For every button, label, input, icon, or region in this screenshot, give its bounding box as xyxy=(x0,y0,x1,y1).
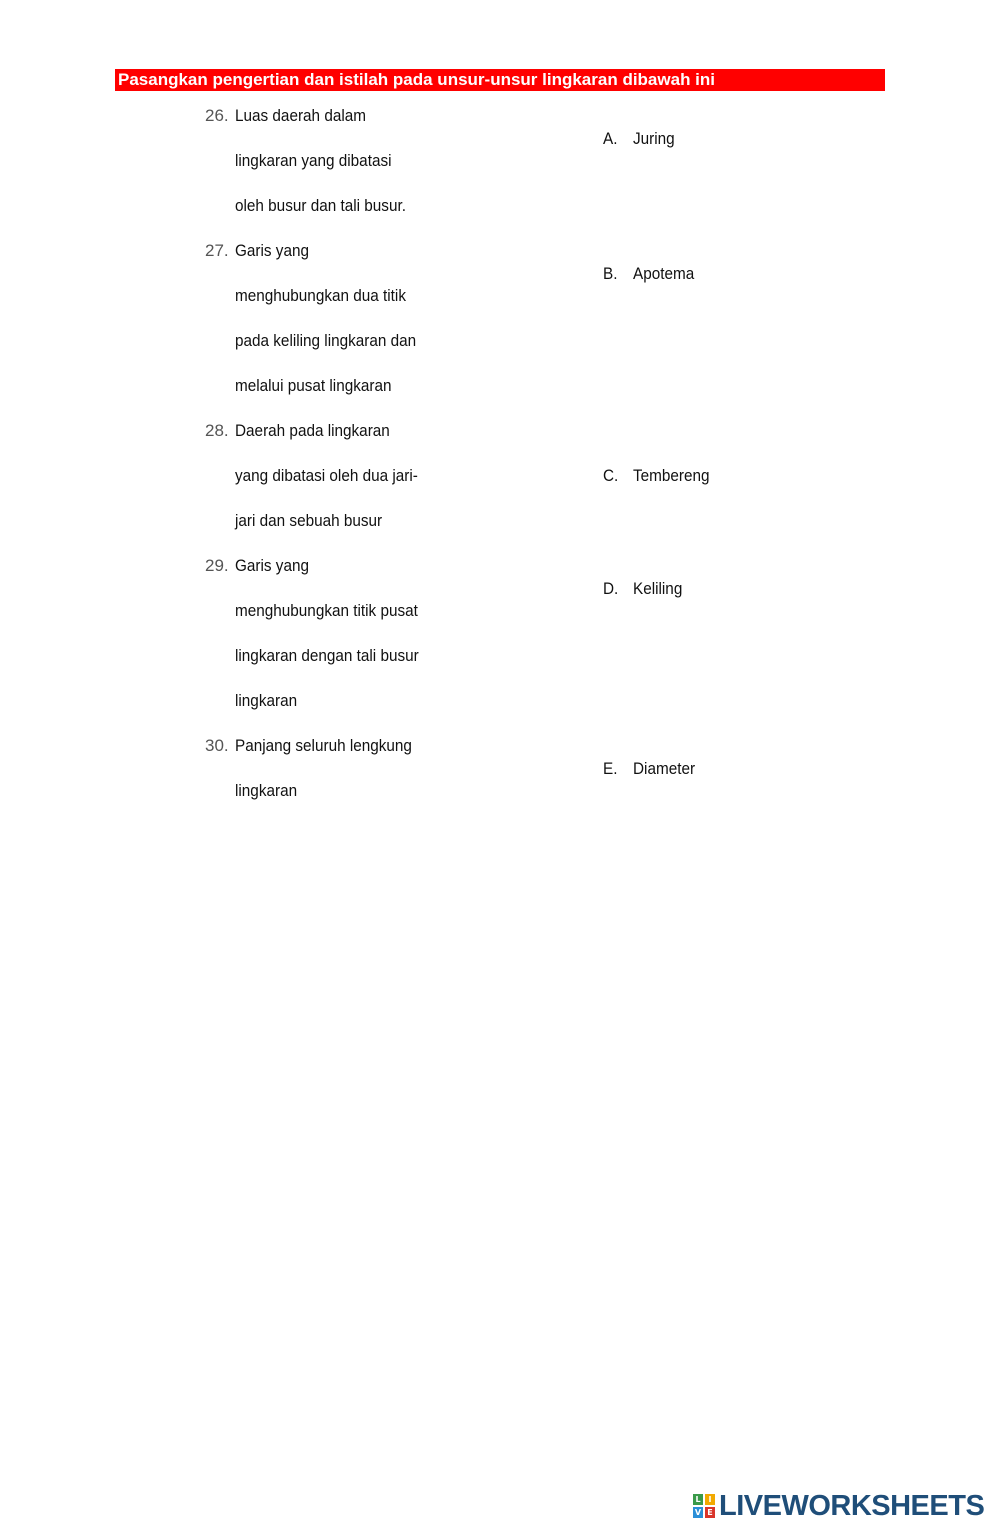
question-26-line-2: lingkaran yang dibatasi xyxy=(235,151,392,170)
question-27-line-1: Garis yang xyxy=(235,241,309,260)
question-29-line-1: Garis yang xyxy=(235,556,309,575)
logo-tile-e: E xyxy=(705,1507,715,1518)
question-29-line-3: lingkaran dengan tali busur xyxy=(235,646,419,665)
question-26-line-1: Luas daerah dalam xyxy=(235,106,366,125)
question-30-line-1: Panjang seluruh lengkung xyxy=(235,736,412,755)
option-text-c: Tembereng xyxy=(633,466,710,485)
instruction-text: Pasangkan pengertian dan istilah pada unsur-unsur lingkaran dibawah ini xyxy=(118,70,716,89)
option-text-a: Juring xyxy=(633,129,675,148)
logo-tile-l: L xyxy=(693,1494,703,1505)
option-letter-e: E. xyxy=(603,759,618,778)
question-29-line-2: menghubungkan titik pusat xyxy=(235,601,418,620)
question-28-line-2: yang dibatasi oleh dua jari- xyxy=(235,466,418,485)
option-letter-d: D. xyxy=(603,579,619,598)
question-30-line-2: lingkaran xyxy=(235,781,298,800)
liveworksheets-logo-icon xyxy=(693,1494,715,1518)
instruction-header xyxy=(115,69,885,91)
option-text-b: Apotema xyxy=(633,264,695,283)
question-28-line-3: jari dan sebuah busur xyxy=(235,511,383,530)
question-28-line-1: Daerah pada lingkaran xyxy=(235,421,390,440)
option-letter-a: A. xyxy=(603,129,618,148)
question-27-line-2: menghubungkan dua titik xyxy=(235,286,406,305)
question-27-line-4: melalui pusat lingkaran xyxy=(235,376,392,395)
logo-tile-i: I xyxy=(705,1494,715,1505)
question-number-27: 27. xyxy=(205,241,229,260)
question-number-30: 30. xyxy=(205,736,229,755)
question-number-26: 26. xyxy=(205,106,229,125)
liveworksheets-brand-text: LIVEWORKSHEETS xyxy=(719,1489,985,1522)
question-number-28: 28. xyxy=(205,421,229,440)
question-26-line-3: oleh busur dan tali busur. xyxy=(235,196,406,215)
option-text-e: Diameter xyxy=(633,759,696,778)
question-number-29: 29. xyxy=(205,556,229,575)
liveworksheets-logo xyxy=(693,1490,984,1522)
option-letter-b: B. xyxy=(603,264,618,283)
question-29-line-4: lingkaran xyxy=(235,691,298,710)
option-text-d: Keliling xyxy=(633,579,683,598)
question-27-line-3: pada keliling lingkaran dan xyxy=(235,331,417,350)
logo-tile-v: V xyxy=(694,1508,702,1517)
option-letter-c: C. xyxy=(603,466,619,485)
